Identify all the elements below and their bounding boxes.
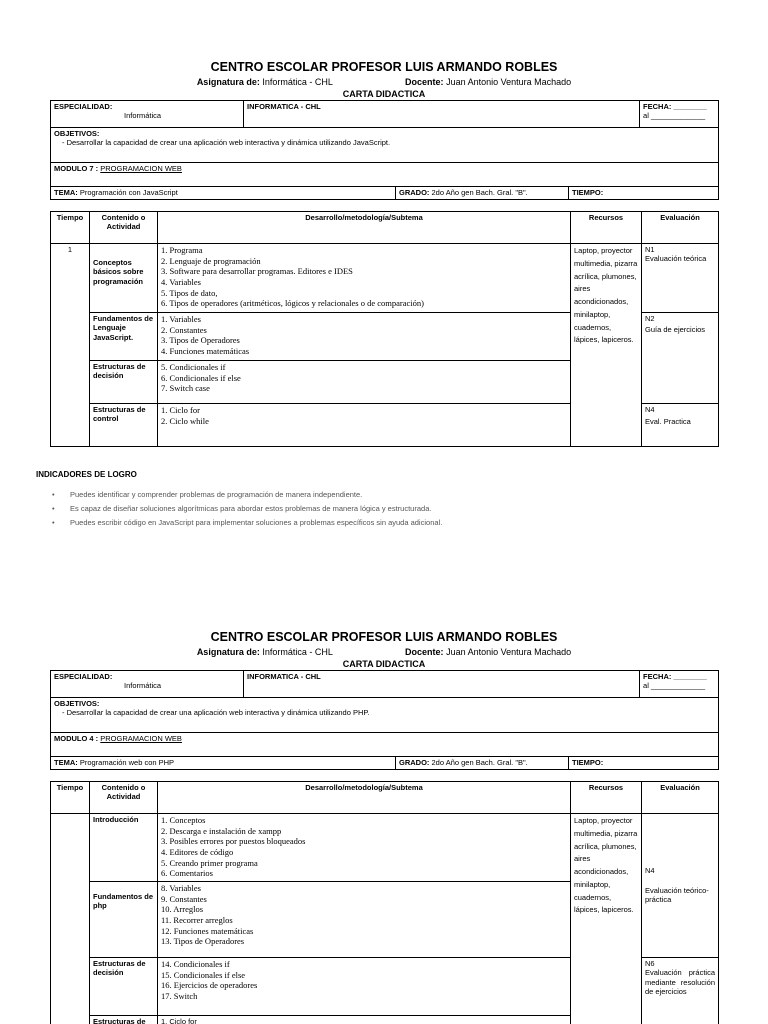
list-item: 1. Programa	[161, 245, 203, 255]
eval-cell-4	[642, 404, 719, 447]
eval-cell-1	[642, 814, 719, 958]
fecha-label: FECHA: ________	[643, 102, 707, 111]
tema-value: Programación con JavaScript	[79, 188, 178, 197]
list-item: 13. Tipos de Operadores	[161, 936, 245, 947]
fecha-cell	[640, 101, 719, 128]
list-item: 7. Switch case	[161, 383, 210, 394]
contenido-4: Estructuras de	[90, 1016, 158, 1024]
school-title: CENTRO ESCOLAR PROFESOR LUIS ARMANDO ROBLES	[210, 60, 558, 74]
asignatura-value: Informática - CHL	[262, 77, 333, 87]
objetivo-text: - Desarrollar la capacidad de crear una aplicación web interactiva y dinámica utilizando PHP.	[62, 708, 370, 718]
list-item: 1. Ciclo for	[161, 1017, 197, 1024]
eval-code: N1	[645, 245, 655, 254]
objetivos-label: OBJETIVOS:	[54, 699, 100, 708]
list-item: 3. Posibles errores por puestos bloqueados	[161, 836, 306, 847]
list-item: 5. Tipos de dato,	[161, 287, 218, 298]
contenido-4: Estructuras de control	[90, 404, 158, 447]
eval-cell-2	[642, 313, 719, 404]
eval-text: Evaluación teórica	[645, 254, 707, 264]
objetivos-cell	[51, 128, 719, 163]
contenido-2: Fundamentos de php	[90, 882, 158, 958]
carta-title: CARTA DIDACTICA	[342, 89, 426, 99]
list-item: 6. Comentarios	[161, 868, 213, 879]
eval-code: N4	[645, 866, 655, 876]
header-contenido: Contenido o Actividad	[90, 212, 158, 244]
list-item: 1. Conceptos	[161, 815, 206, 825]
list-item: 4. Funciones matemáticas	[161, 345, 250, 356]
eval-code: N6	[645, 959, 655, 968]
list-item: 3. Software para desarrollar programas. Editores e IDES	[161, 266, 353, 277]
eval-text: Evaluación teórico-práctica	[645, 885, 709, 905]
modulo-label: MODULO 4 :	[54, 734, 99, 743]
eval-cell-2	[642, 958, 719, 1024]
list-item: 5. Condicionales if	[161, 362, 226, 372]
subtema-list-2	[158, 882, 571, 958]
header-contenido: Contenido o Actividad	[90, 782, 158, 814]
header-recursos: Recursos	[571, 782, 642, 814]
eval-text: Guía de ejercicios	[645, 325, 706, 335]
list-item: 1. Variables	[161, 314, 201, 324]
informatica-header: INFORMATICA - CHL	[244, 671, 640, 698]
modulo-value: PROGRAMACION WEB	[100, 734, 182, 743]
logros-title: INDICADORES DE LOGRO	[36, 470, 137, 479]
list-item: 2. Descarga e instalación de xampp	[161, 825, 282, 836]
tema-label: TEMA:	[54, 758, 78, 767]
list-item: 5. Creando primer programa	[161, 857, 258, 868]
objetivos-cell	[51, 698, 719, 733]
list-item: 3. Tipos de Operadores	[161, 335, 240, 346]
docente-label: Docente:	[405, 647, 444, 657]
school-title: CENTRO ESCOLAR PROFESOR LUIS ARMANDO ROBLES	[210, 630, 558, 644]
especialidad-value: Informática	[124, 111, 162, 121]
al-label: al _____________	[643, 681, 706, 691]
fecha-label: FECHA: ________	[643, 672, 707, 681]
grado-cell	[396, 757, 569, 770]
subtema-list-4	[158, 1016, 571, 1024]
carta-title: CARTA DIDACTICA	[342, 659, 426, 669]
asignatura-label: Asignatura de:	[196, 647, 260, 657]
especialidad-cell	[51, 101, 244, 128]
header-recursos: Recursos	[571, 212, 642, 244]
grado-label: GRADO:	[399, 188, 430, 197]
al-label: al _____________	[643, 111, 706, 121]
especialidad-label: ESPECIALIDAD:	[54, 672, 113, 681]
contenido-3: Estructuras de decisión	[90, 361, 158, 404]
tiempo-label: TIEMPO:	[569, 757, 719, 770]
asignatura-value: Informática - CHL	[262, 647, 333, 657]
grado-cell	[396, 187, 569, 200]
list-item: • Puedes escribir código en JavaScript para implementar soluciones a problemas específicos sin ayuda adicional.	[52, 518, 442, 527]
logros-list	[52, 490, 442, 532]
modulo-cell	[51, 163, 719, 187]
list-item: 8. Variables	[161, 883, 201, 893]
list-item: • Es capaz de diseñar soluciones algorítmicas para abordar estos problemas de manera lógica y estructurada.	[52, 504, 442, 513]
header-table	[50, 670, 719, 770]
modulo-label: MODULO 7 :	[54, 164, 99, 173]
list-item: 4. Variables	[161, 276, 201, 287]
fecha-cell	[640, 671, 719, 698]
modulo-value: PROGRAMACION WEB	[100, 164, 182, 173]
tema-label: TEMA:	[54, 188, 78, 197]
list-item: 6. Condicionales if else	[161, 372, 241, 383]
list-item: 12. Funciones matemáticas	[161, 925, 254, 936]
subtema-list-2	[158, 313, 571, 361]
subtema-list-3	[158, 361, 571, 404]
eval-text: Evaluación práctica mediante resolución de ejercicios	[645, 968, 715, 997]
modulo-cell	[51, 733, 719, 757]
list-item: 2. Ciclo while	[161, 415, 209, 426]
list-item: 2. Constantes	[161, 324, 207, 335]
list-item: 16. Ejercicios de operadores	[161, 980, 258, 991]
contenido-1: Conceptos básicos sobre programación	[90, 244, 158, 313]
eval-text: Eval. Practica	[645, 417, 691, 427]
header-tiempo: Tiempo	[51, 212, 90, 244]
list-item: 2. Lenguaje de programación	[161, 255, 261, 266]
list-item: 11. Recorrer arreglos	[161, 914, 233, 925]
eval-code: N4	[645, 405, 655, 414]
contenido-2: Fundamentos de Lenguaje JavaScript.	[90, 313, 158, 361]
subtema-list-1	[158, 814, 571, 882]
header-evaluacion: Evaluación	[642, 782, 719, 814]
docente-value: Juan Antonio Ventura Machado	[446, 77, 572, 87]
grado-label: GRADO:	[399, 758, 430, 767]
especialidad-label: ESPECIALIDAD:	[54, 102, 113, 111]
tiempo-value	[51, 814, 90, 1024]
list-item: 14. Condicionales if	[161, 959, 230, 969]
docente-label: Docente:	[405, 77, 444, 87]
docente-value: Juan Antonio Ventura Machado	[446, 647, 572, 657]
tema-cell	[51, 757, 396, 770]
asignatura-label: Asignatura de:	[196, 77, 260, 87]
contenido-1: Introducción	[90, 814, 158, 882]
header-desarrollo: Desarrollo/metodología/Subtema	[158, 782, 571, 814]
tiempo-label: TIEMPO:	[569, 187, 719, 200]
content-table	[50, 781, 719, 1024]
header-table	[50, 100, 719, 200]
subtema-list-3	[158, 958, 571, 1016]
grado-value: 2do Año gen Bach. Gral. "B".	[431, 188, 528, 197]
tema-cell	[51, 187, 396, 200]
content-table	[50, 211, 719, 447]
header-evaluacion: Evaluación	[642, 212, 719, 244]
list-item: 10. Arreglos	[161, 904, 204, 915]
list-item: 6. Tipos de operadores (aritméticos, lógicos y relacionales o de comparación)	[161, 298, 424, 309]
especialidad-value: Informática	[124, 681, 162, 691]
contenido-3: Estructuras de decisión	[90, 958, 158, 1016]
recursos-cell: Laptop, proyector multimedia, pizarra acrílica, plumones, aires acondicionados, minilaptop, cuadernos, lápices, lapiceros.	[571, 814, 642, 1024]
list-item: 17. Switch	[161, 990, 198, 1001]
eval-code: N2	[645, 314, 655, 323]
tema-value: Programación web con PHP	[79, 758, 175, 767]
objetivos-label: OBJETIVOS:	[54, 129, 100, 138]
list-item: 4. Editores de código	[161, 846, 234, 857]
list-item: 9. Constantes	[161, 893, 207, 904]
grado-value: 2do Año gen Bach. Gral. "B".	[431, 758, 528, 767]
subject-line	[0, 77, 768, 87]
list-item: • Puedes identificar y comprender problemas de programación de manera independiente.	[52, 490, 442, 499]
eval-cell-1	[642, 244, 719, 313]
especialidad-cell	[51, 671, 244, 698]
list-item: 15. Condicionales if else	[161, 969, 246, 980]
subject-line	[0, 647, 768, 657]
tiempo-value: 1	[51, 244, 90, 447]
list-item: 1. Ciclo for	[161, 405, 200, 415]
informatica-header: INFORMATICA - CHL	[244, 101, 640, 128]
objetivo-text: - Desarrollar la capacidad de crear una aplicación web interactiva y dinámica utilizando JavaScript.	[62, 138, 391, 148]
subtema-list-1	[158, 244, 571, 313]
recursos-cell: Laptop, proyector multimedia, pizarra acrílica, plumones, aires acondicionados, minilaptop, cuadernos, lápices, lapiceros.	[571, 244, 642, 447]
subtema-list-4	[158, 404, 571, 447]
header-tiempo: Tiempo	[51, 782, 90, 814]
header-desarrollo: Desarrollo/metodología/Subtema	[158, 212, 571, 244]
